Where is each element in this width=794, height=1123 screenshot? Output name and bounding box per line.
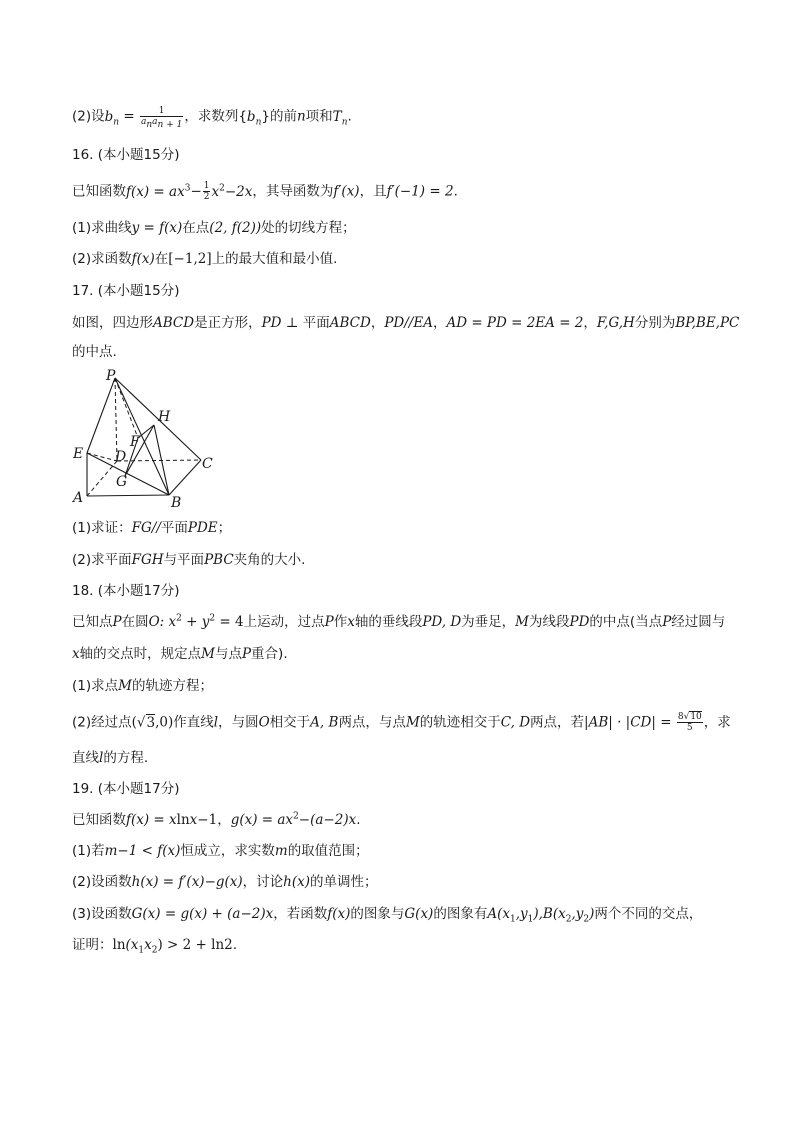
q17-stem-line2: 的中点. [72,344,117,360]
label-G: G [116,474,128,490]
q18-stem-line2: x轴的交点时，规定点M与点P重合). [72,646,288,662]
q18-header: 18. (本小题17分) [72,583,180,599]
q16-part2: (2)求函数f(x)在[−1,2]上的最大值和最小值. [72,251,338,267]
q19-part2: (2)设函数h(x) = f′(x)−g(x)，讨论h(x)的单调性； [72,874,378,890]
q18-stem-line1: 已知点P在圆O: $x^2 + y^2 = 4$上运动，过点P作x轴的垂线段PD, D为垂足，M为线段PD的中点(当点P经过圆与 [72,613,726,630]
q19-part3-line2: 证明：$\ln(x_1x_2) > 2 + \ln 2$. [72,937,238,956]
q16-part1: (1)求曲线y = f(x)在点(2, f(2))处的切线方程； [72,220,356,236]
label-P: P [106,368,116,384]
q16-header: 16. (本小题15分) [72,147,180,163]
label-A: A [73,490,84,506]
q18-part1: (1)求点M的轨迹方程； [72,678,213,694]
q15-part2: (2)设$b_n$ = $\frac{1}{a_na_{n + 1}}$ ，求数列$\{b_n\}$的前n项和$T_n$. [72,106,352,130]
q19-header: 19. (本小题17分) [72,781,180,797]
q16-stem: 已知函数$f(x) = ax^3-$ $\frac{1}{2}$ $x^2-2x$，其导函数为f′(x)，且f′(−1) = 2. [72,181,458,202]
label-D: D [115,449,127,465]
q18-part2-line2: 直线l的方程. [72,750,149,766]
q19-part3: (3)设函数G(x) = g(x) + (a−2)x，若函数f(x)的图象与G(x)的图象有$A(x_1,y_1),B(x_2,y_2)$两个不同的交点， [72,906,703,925]
label-B: B [171,495,182,511]
fraction: $\frac{8√10}{5}$ [677,712,702,733]
q19-stem: 已知函数f(x) = xlnx−1，$g(x) = ax^2-(a-2)x$. [72,811,361,828]
q17-part2: (2)求平面FGH与平面PBC夹角的大小. [72,552,306,568]
label-H: H [158,409,171,425]
pyramid-figure [68,368,228,513]
label-C: C [202,456,213,472]
q19-part1: (1)若m−1 < f(x)恒成立，求实数m的取值范围； [72,843,369,859]
label-E: E [73,446,84,462]
q18-part2: (2)经过点(√3,0)作直线l，与圆O相交于A, B两点，与点M的轨迹相交于C, D两点，若|AB| · |CD| = $\frac{8√10}{5}$ ，求 [72,712,731,733]
label-F: F [130,434,140,450]
q17-part1: (1)求证：FG//平面PDE； [72,520,232,536]
q17-header: 17. (本小题15分) [72,283,180,299]
q17-stem-line1: 如图，四边形ABCD是正方形，PD ⊥ 平面ABCD，PD//EA，AD = PD = 2EA = 2，F,G,H分别为BP,BE,PC [72,315,740,331]
fraction: $\frac{1}{a_na_{n + 1}}$ [140,106,183,130]
